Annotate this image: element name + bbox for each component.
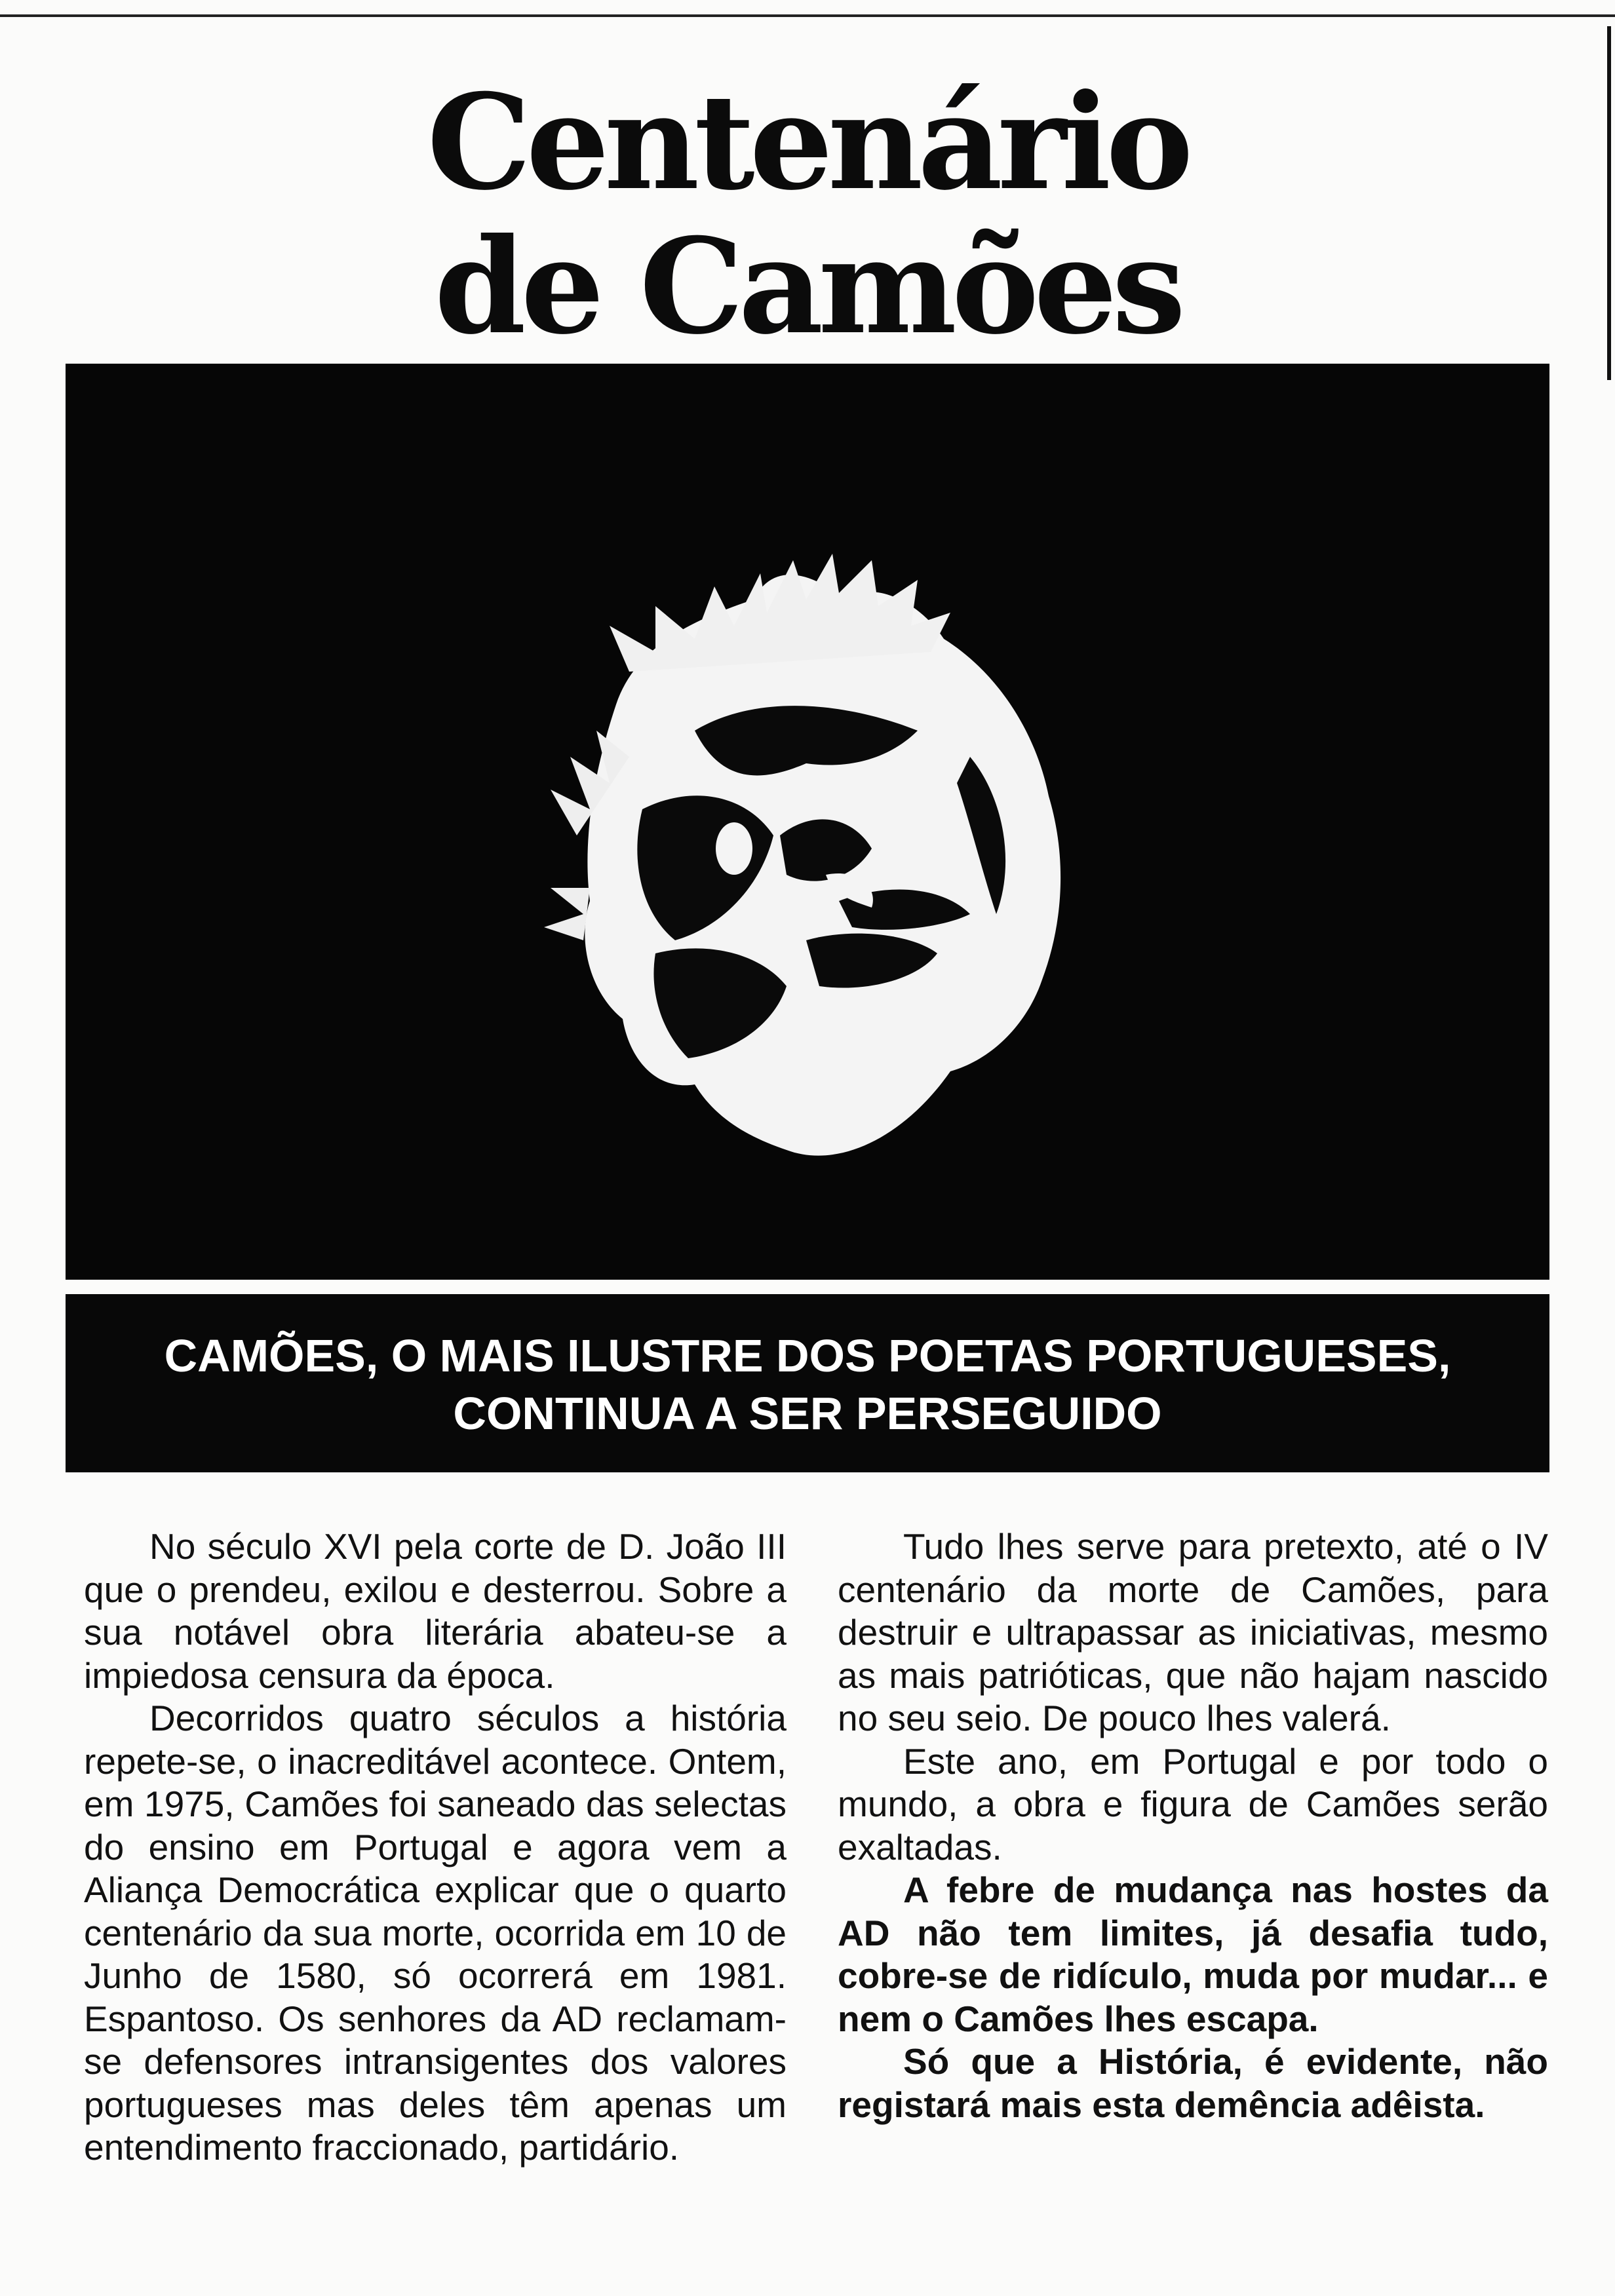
paragraph: No século XVI pela corte de D. João III que o prendeu, exilou e desterrou. Sobre a sua notável obra literária abateu-se a impiedosa censura da época.: [84, 1526, 787, 1696]
paragraph: Decorridos quatro séculos a história repete-se, o inacreditável acontece. Ontem, em 1975, Camões foi saneado das selectas do ensino em Portugal e agora vem a Aliança Democrática explicar que o quarto centenário da sua morte, ocorrida em 10 de Junho de 1580, só ocorrerá em 1981. Espantoso. Os senhores da AD reclamam-se defensores intransigentes dos valores portugueses mas deles têm apenas um entendimento fraccionado, partidário.: [84, 1698, 787, 2168]
page-title-line-2: de Camões: [434, 210, 1181, 364]
page-title-line-1: Centenário: [427, 66, 1188, 220]
top-rule: [0, 14, 1615, 17]
camoes-portrait-image: [66, 364, 1549, 1280]
paragraph: Este ano, em Portugal e por todo o mundo, a obra e figura de Camões serão exaltadas.: [838, 1740, 1548, 1867]
article-column-right: [838, 1525, 1548, 2126]
banner-line-2: CONTINUA A SER PERSEGUIDO: [453, 1388, 1162, 1439]
banner-line-1: CAMÕES, O MAIS ILUSTRE DOS POETAS PORTUGUESES,: [164, 1330, 1451, 1381]
bold-paragraph: A febre de mudança nas hostes da AD não tem limites, já desafia tudo, cobre-se de ridículo, muda por mudar... e nem o Camões lhes escapa.: [838, 1869, 1548, 2039]
headline-banner: [66, 1294, 1549, 1472]
article-column-left: [84, 1525, 787, 2170]
portrait-illustration: [66, 364, 1549, 1280]
paragraph: Tudo lhes serve para pretexto, até o IV centenário da morte de Camões, para destruir e ultrapassar as iniciativas, mesmo as mais patrióticas, que não hajam nascido no seu seio. De pouco lhes valerá.: [838, 1526, 1548, 1738]
bold-paragraph: Só que a História, é evidente, não registará mais esta demência adêista.: [838, 2041, 1548, 2125]
